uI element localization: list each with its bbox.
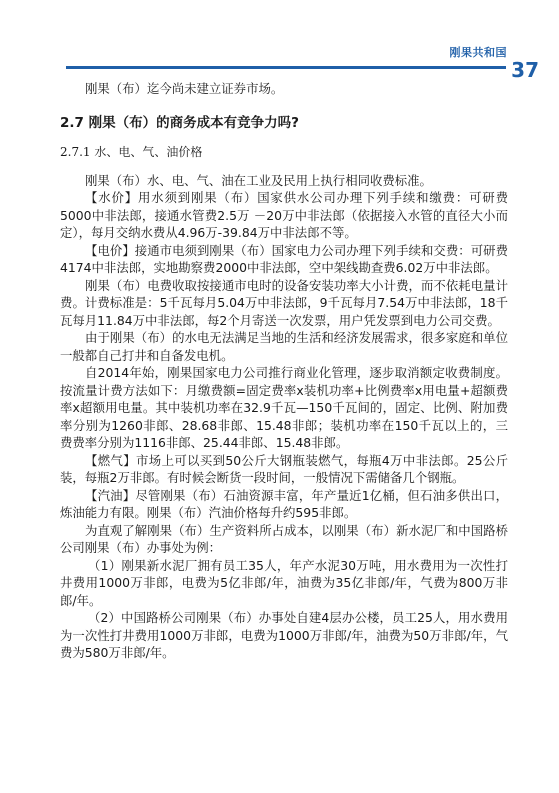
paragraph-water-price: 【水价】用水须到刚果（布）国家供水公司办理下列手续和缴费：可研费5000中非法郎，接通水管费2.5万 －20万中非法郎（依据接入水管的直径大小而定），每月交纳水费从4.96万-39.84万中非法郎不等。 xyxy=(60,190,508,240)
paragraph: 刚果（布）电费收取按接通市电时的设备安装功率大小计费，而不依耗电量计费。计费标准是：5千瓦每月5.04万中非法郎，9千瓦每月7.54万中非法郎，18千瓦每月11.84万中非法郎，每2个月寄送一次发票，用户凭发票到电力公司交费。 xyxy=(60,277,508,328)
paragraph: 由于刚果（布）的水电无法满足当地的生活和经济发展需求，很多家庭和单位一般都自己打井和自备发电机。 xyxy=(60,330,508,363)
paragraph-electricity-price: 【电价】接通市电须到刚果（布）国家电力公司办理下列手续和交费：可研费4174中非法郎，实地勘察费2000中非法郎，空中架线勘查费6.02万中非法郎。 xyxy=(60,242,508,275)
paragraph: 自2014年始，刚果国家电力公司推行商业化管理，逐步取消额定收费制度。按流量计费方法如下：月缴费额=固定费率x装机功率+比例费率x用电量+超额费率x超额用电量。其中装机功率在32.9千瓦—150千瓦间的，固定、比例、附加费率分别为1260非郎、28.68非郎、15.48非郎；装机功率在150千瓦以上的，三费费率分别为1116非郎、25.44非郎、15.48非郎。 xyxy=(60,365,508,450)
page-body xyxy=(60,80,508,662)
header-rule xyxy=(66,66,506,69)
list-item: （1）刚果新水泥厂拥有员工35人，年产水泥30万吨，用水费用为一次性打井费用1000万非郎，电费为5亿非郎/年，油费为35亿非郎/年，气费为800万非郎/年。 xyxy=(60,557,508,608)
paragraph: 为直观了解刚果（布）生产资料所占成本，以刚果（布）新水泥厂和中国路桥公司刚果（布）办事处为例： xyxy=(60,522,508,555)
paragraph-gas-price: 【燃气】市场上可以买到50公斤大钢瓶装燃气，每瓶4万中非法郎。25公斤装，每瓶2万非郎。有时候会断货一段时间，一般情况下需储备几个钢瓶。 xyxy=(60,452,508,485)
paragraph: 刚果（布）水、电、气、油在工业及民用上执行相同收费标准。 xyxy=(85,172,432,188)
subsection-heading: 2.7.1 水、电、气、油价格 xyxy=(60,144,203,159)
running-header: 刚果共和国 xyxy=(449,46,507,59)
list-item: （2）中国路桥公司刚果（布）办事处自建4层办公楼，员工25人，用水费用为一次性打井费用1000万非郎，电费为1000万非郎/年，油费为50万非郎/年，气费为580万非郎/年。 xyxy=(60,610,508,660)
section-heading: 2.7 刚果（布）的商务成本有竞争力吗? xyxy=(60,114,299,131)
page-number: 37 xyxy=(511,58,539,82)
paragraph-petrol-price: 【汽油】尽管刚果（布）石油资源丰富，年产量近1亿桶，但石油多供出口，炼油能力有限。刚果（布）汽油价格每升约595非郎。 xyxy=(60,487,508,520)
intro-paragraph: 刚果（布）迄今尚未建立证券市场。 xyxy=(85,81,284,96)
